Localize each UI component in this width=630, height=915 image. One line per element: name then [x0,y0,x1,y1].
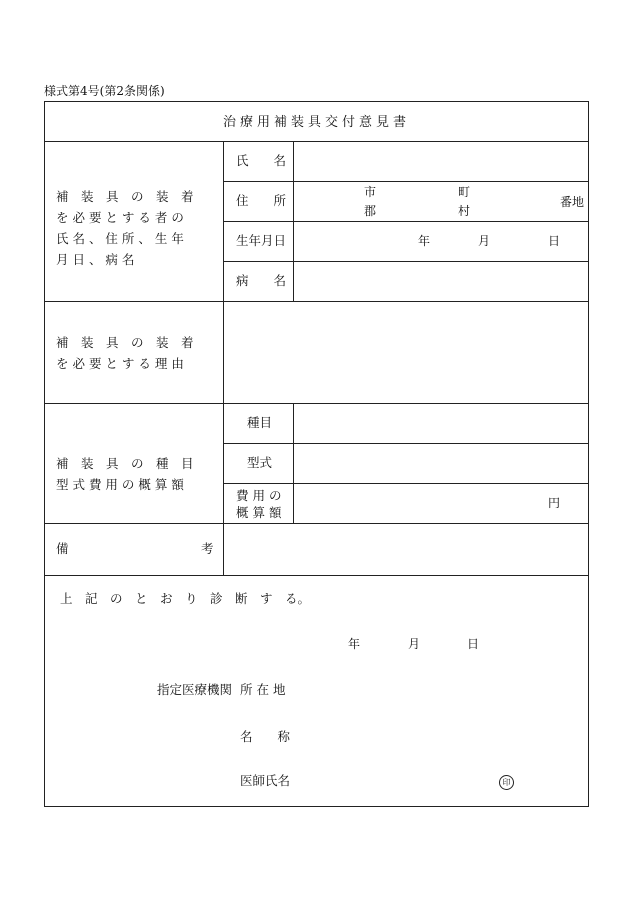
address-county: 郡 [364,204,377,218]
remarks-label-right: 考 [201,541,214,556]
cost-label-line1: 費 用 の [236,488,282,503]
institution-name-label: 名 称 [240,729,291,744]
model-label: 型式 [247,455,273,470]
cost-label-line2: 概 算 額 [236,505,282,520]
reason-header-line: を 必 要 と す る 理 由 [56,356,184,371]
birth-month: 月 [478,234,491,248]
location-label: 所 在 地 [240,682,286,697]
diagnosis-month: 月 [408,637,421,651]
remarks-label-left: 備 [56,541,69,556]
divider-cost [44,523,589,524]
table-border-right [588,101,589,806]
seal-mark: 印 [499,775,514,790]
name-label: 氏 名 [236,153,287,168]
institution-label: 指定医療機関 [157,682,233,697]
doctor-name-label: 医師氏名 [240,773,291,788]
form-title: 治療用補装具交付意見書 [222,115,410,130]
divider-vertical-main [223,141,224,575]
birth-year: 年 [418,234,431,248]
form-number: 様式第4号(第2条関係) [44,84,165,98]
divider-birth [223,261,589,262]
divider-vertical-patient [293,141,294,301]
patient-header-line: 補 装 具 の 装 着 [56,189,194,204]
divider-name [223,181,589,182]
table-border-bottom [44,806,589,807]
birthdate-label: 生年月日 [236,233,287,248]
address-city: 市 [364,185,377,199]
reason-section-header [56,332,214,374]
cost-header-line: 型 式 費 用 の 概 算 額 [56,477,184,492]
patient-header-line: 氏 名 、 住 所 、 生 年 [56,231,184,246]
reason-header-line: 補 装 具 の 装 着 [56,335,194,350]
address-village: 村 [458,204,471,218]
divider-address [223,221,589,222]
yen-unit: 円 [548,496,561,510]
patient-header-line: 月 日 、 病 名 [56,252,135,267]
diagnosis-statement: 上 記 の と お り 診 断 す る。 [60,591,311,606]
cost-section-header [56,453,214,495]
diagnosis-year: 年 [348,637,361,651]
divider-remarks [44,575,589,576]
address-label: 住 所 [236,193,287,208]
table-border-top [44,101,589,102]
divider-reason [44,403,589,404]
disease-label: 病 名 [236,273,287,288]
divider-vertical-cost [293,403,294,523]
patient-header-line: を 必 要 と す る 者 の [56,210,184,225]
address-town: 町 [458,185,471,199]
cost-header-line: 補 装 具 の 種 目 [56,456,194,471]
diagnosis-day: 日 [467,637,480,651]
table-border-left [44,101,45,806]
address-banchi: 番地 [560,195,585,209]
type-label: 種目 [247,415,273,430]
birth-day: 日 [548,234,561,248]
divider-title [44,141,589,142]
divider-model [223,483,589,484]
divider-patient [44,301,589,302]
patient-section-header [56,186,214,270]
divider-type [223,443,589,444]
